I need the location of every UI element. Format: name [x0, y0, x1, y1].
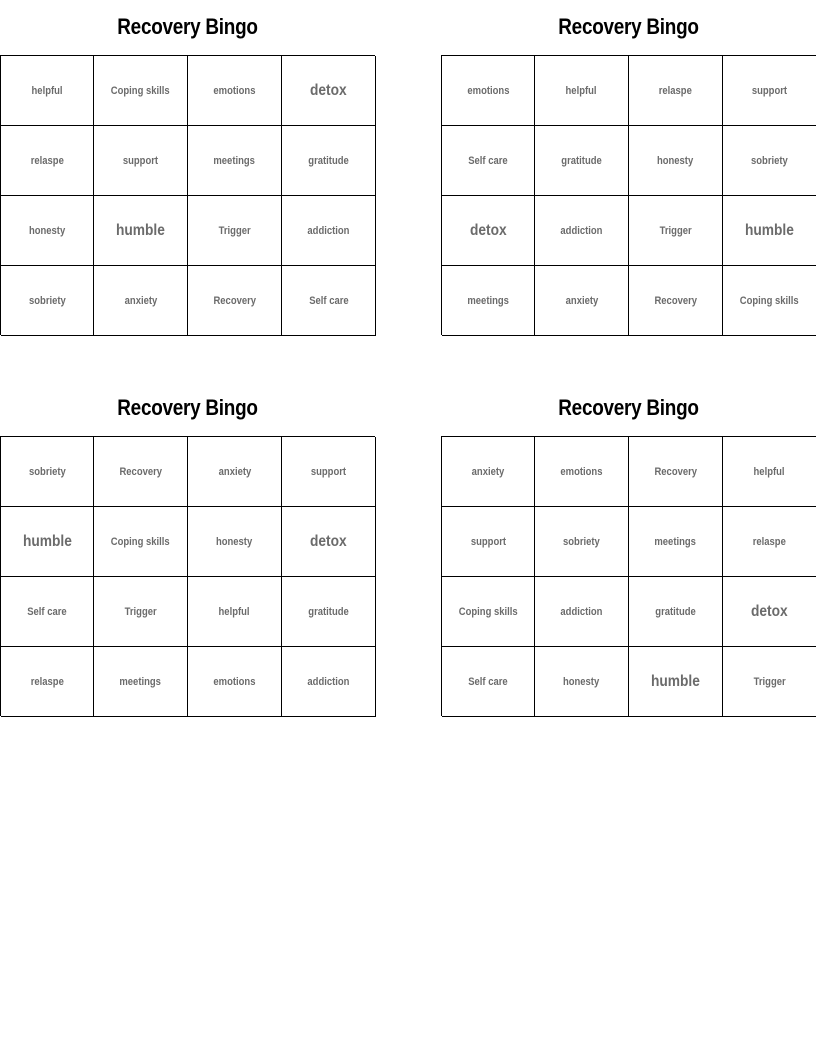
- bingo-cell-label: helpful: [565, 84, 598, 97]
- bingo-cell: [188, 647, 282, 717]
- bingo-cell: [282, 647, 376, 717]
- bingo-cell-label: honesty: [563, 675, 600, 688]
- bingo-cell-label: gratitude: [308, 154, 349, 167]
- bingo-grid: [0, 55, 375, 335]
- bingo-cell: [1, 437, 94, 507]
- bingo-cell-label: meetings: [467, 294, 509, 307]
- bingo-cell: [723, 196, 816, 266]
- bingo-cell-label: support: [751, 84, 788, 97]
- bingo-cell-label: helpful: [31, 84, 63, 97]
- bingo-cell: [535, 507, 629, 577]
- bingo-cell-label: Trigger: [218, 224, 251, 237]
- bingo-cell: [629, 196, 723, 266]
- bingo-cell-label: helpful: [218, 605, 251, 618]
- bingo-cell-label: sobriety: [751, 154, 788, 167]
- bingo-cell: [1, 126, 94, 196]
- bingo-cell: [282, 507, 376, 577]
- bingo-cell: [188, 507, 282, 577]
- bingo-cell-label: Self care: [468, 154, 508, 167]
- bingo-cell-label: relaspe: [752, 535, 787, 548]
- bingo-cell: [1, 196, 94, 266]
- bingo-grid: [441, 55, 816, 335]
- bingo-cell-label: humble: [651, 672, 700, 690]
- bingo-card-1: [0, 12, 375, 307]
- bingo-cell-label: Coping skills: [740, 294, 799, 307]
- bingo-cell-label: support: [310, 465, 347, 478]
- bingo-cell: [629, 437, 723, 507]
- bingo-cell-label: Trigger: [124, 605, 157, 618]
- bingo-grid: [0, 436, 375, 716]
- bingo-cell-label: addiction: [560, 224, 603, 237]
- bingo-cell-label: Trigger: [659, 224, 692, 237]
- bingo-cell: [535, 126, 629, 196]
- bingo-cell: [188, 577, 282, 647]
- bingo-cell-label: Recovery: [654, 294, 697, 307]
- bingo-cell-label: Coping skills: [111, 84, 170, 97]
- bingo-cell-label: addiction: [560, 605, 603, 618]
- bingo-cell-label: Trigger: [753, 675, 786, 688]
- bingo-cell-label: anxiety: [218, 465, 251, 478]
- bingo-cell: [629, 126, 723, 196]
- bingo-grid: [441, 436, 816, 716]
- bingo-cell-label: emotions: [560, 465, 603, 478]
- bingo-cell: [442, 647, 535, 717]
- bingo-cell-label: emotions: [213, 675, 256, 688]
- bingo-cell: [94, 126, 188, 196]
- bingo-cell: [188, 266, 282, 336]
- bingo-cell-label: helpful: [753, 465, 786, 478]
- bingo-cell: [188, 196, 282, 266]
- bingo-cell: [723, 577, 816, 647]
- bingo-cell: [629, 507, 723, 577]
- bingo-cell-label: Recovery: [213, 294, 256, 307]
- bingo-cell-label: sobriety: [28, 294, 66, 307]
- bingo-cell-label: meetings: [654, 535, 697, 548]
- bingo-cell-label: detox: [469, 221, 507, 239]
- bingo-cell: [442, 437, 535, 507]
- bingo-cell-label: detox: [751, 602, 788, 620]
- bingo-cell: [94, 266, 188, 336]
- bingo-cell-label: gratitude: [308, 605, 349, 618]
- bingo-cell: [94, 437, 188, 507]
- bingo-cell: [282, 126, 376, 196]
- bingo-cell-label: humble: [745, 221, 794, 239]
- card-title: Recovery Bingo: [117, 14, 258, 39]
- bingo-cell: [1, 507, 94, 577]
- bingo-cell-label: honesty: [657, 154, 694, 167]
- bingo-cell: [1, 577, 94, 647]
- bingo-cell: [535, 577, 629, 647]
- bingo-cell-label: Coping skills: [111, 535, 170, 548]
- bingo-cell-label: relaspe: [658, 84, 693, 97]
- bingo-cell-label: relaspe: [30, 154, 64, 167]
- bingo-cell-label: Recovery: [119, 465, 162, 478]
- bingo-cell: [723, 266, 816, 336]
- bingo-cell: [629, 266, 723, 336]
- card-title: Recovery Bingo: [558, 395, 699, 420]
- bingo-cell-label: meetings: [119, 675, 162, 688]
- bingo-cell-label: relaspe: [30, 675, 64, 688]
- bingo-cell-label: addiction: [307, 224, 350, 237]
- bingo-cell-label: humble: [22, 532, 72, 550]
- bingo-cell-label: Recovery: [654, 465, 697, 478]
- bingo-cell: [629, 577, 723, 647]
- bingo-cell-label: honesty: [28, 224, 66, 237]
- bingo-cell: [442, 507, 535, 577]
- bingo-cell: [535, 437, 629, 507]
- bingo-cell: [535, 56, 629, 126]
- bingo-cell: [723, 647, 816, 717]
- bingo-cell: [535, 266, 629, 336]
- bingo-cell-label: gratitude: [561, 154, 602, 167]
- bingo-cell: [282, 437, 376, 507]
- bingo-cell: [282, 196, 376, 266]
- bingo-cell: [1, 266, 94, 336]
- card-title: Recovery Bingo: [117, 395, 258, 420]
- bingo-cell: [442, 56, 535, 126]
- bingo-cell: [282, 266, 376, 336]
- bingo-cell-label: support: [470, 535, 506, 548]
- bingo-cell: [723, 507, 816, 577]
- bingo-cell: [1, 56, 94, 126]
- bingo-cell-label: detox: [310, 532, 347, 550]
- bingo-cell: [629, 56, 723, 126]
- bingo-cell-label: support: [122, 154, 159, 167]
- bingo-cell-label: Self care: [27, 605, 67, 618]
- bingo-cell: [282, 56, 376, 126]
- bingo-cell-label: Coping skills: [458, 605, 518, 618]
- bingo-cell-label: anxiety: [565, 294, 598, 307]
- card-title: Recovery Bingo: [558, 14, 699, 39]
- bingo-cell: [442, 266, 535, 336]
- bingo-cell: [282, 577, 376, 647]
- bingo-cell: [442, 577, 535, 647]
- bingo-cell: [723, 437, 816, 507]
- bingo-cell: [442, 126, 535, 196]
- bingo-cell-label: emotions: [213, 84, 256, 97]
- bingo-cell: [629, 647, 723, 717]
- bingo-cell-label: Self care: [308, 294, 349, 307]
- bingo-cell: [94, 196, 188, 266]
- bingo-cell-label: sobriety: [28, 465, 66, 478]
- bingo-cell-label: gratitude: [655, 605, 696, 618]
- bingo-cell: [94, 56, 188, 126]
- bingo-cell-label: humble: [116, 221, 165, 239]
- bingo-cell-label: anxiety: [471, 465, 505, 478]
- bingo-card-2: [441, 12, 816, 307]
- bingo-cell: [94, 577, 188, 647]
- bingo-cell: [723, 56, 816, 126]
- bingo-cell-label: Self care: [468, 675, 508, 688]
- bingo-cell-label: addiction: [307, 675, 350, 688]
- bingo-cell: [442, 196, 535, 266]
- bingo-cell: [188, 56, 282, 126]
- bingo-cell: [535, 647, 629, 717]
- bingo-cell: [94, 647, 188, 717]
- bingo-cell: [188, 126, 282, 196]
- bingo-cell: [1, 647, 94, 717]
- bingo-card-4: [441, 393, 816, 690]
- bingo-card-3: [0, 393, 375, 688]
- bingo-cell: [535, 196, 629, 266]
- bingo-cell: [94, 507, 188, 577]
- bingo-cell-label: anxiety: [124, 294, 157, 307]
- bingo-cell-label: emotions: [466, 84, 510, 97]
- bingo-cell-label: honesty: [216, 535, 253, 548]
- bingo-cell-label: detox: [310, 81, 347, 99]
- bingo-cell-label: meetings: [213, 154, 256, 167]
- bingo-cell: [723, 126, 816, 196]
- bingo-cell-label: sobriety: [563, 535, 600, 548]
- bingo-cell: [188, 437, 282, 507]
